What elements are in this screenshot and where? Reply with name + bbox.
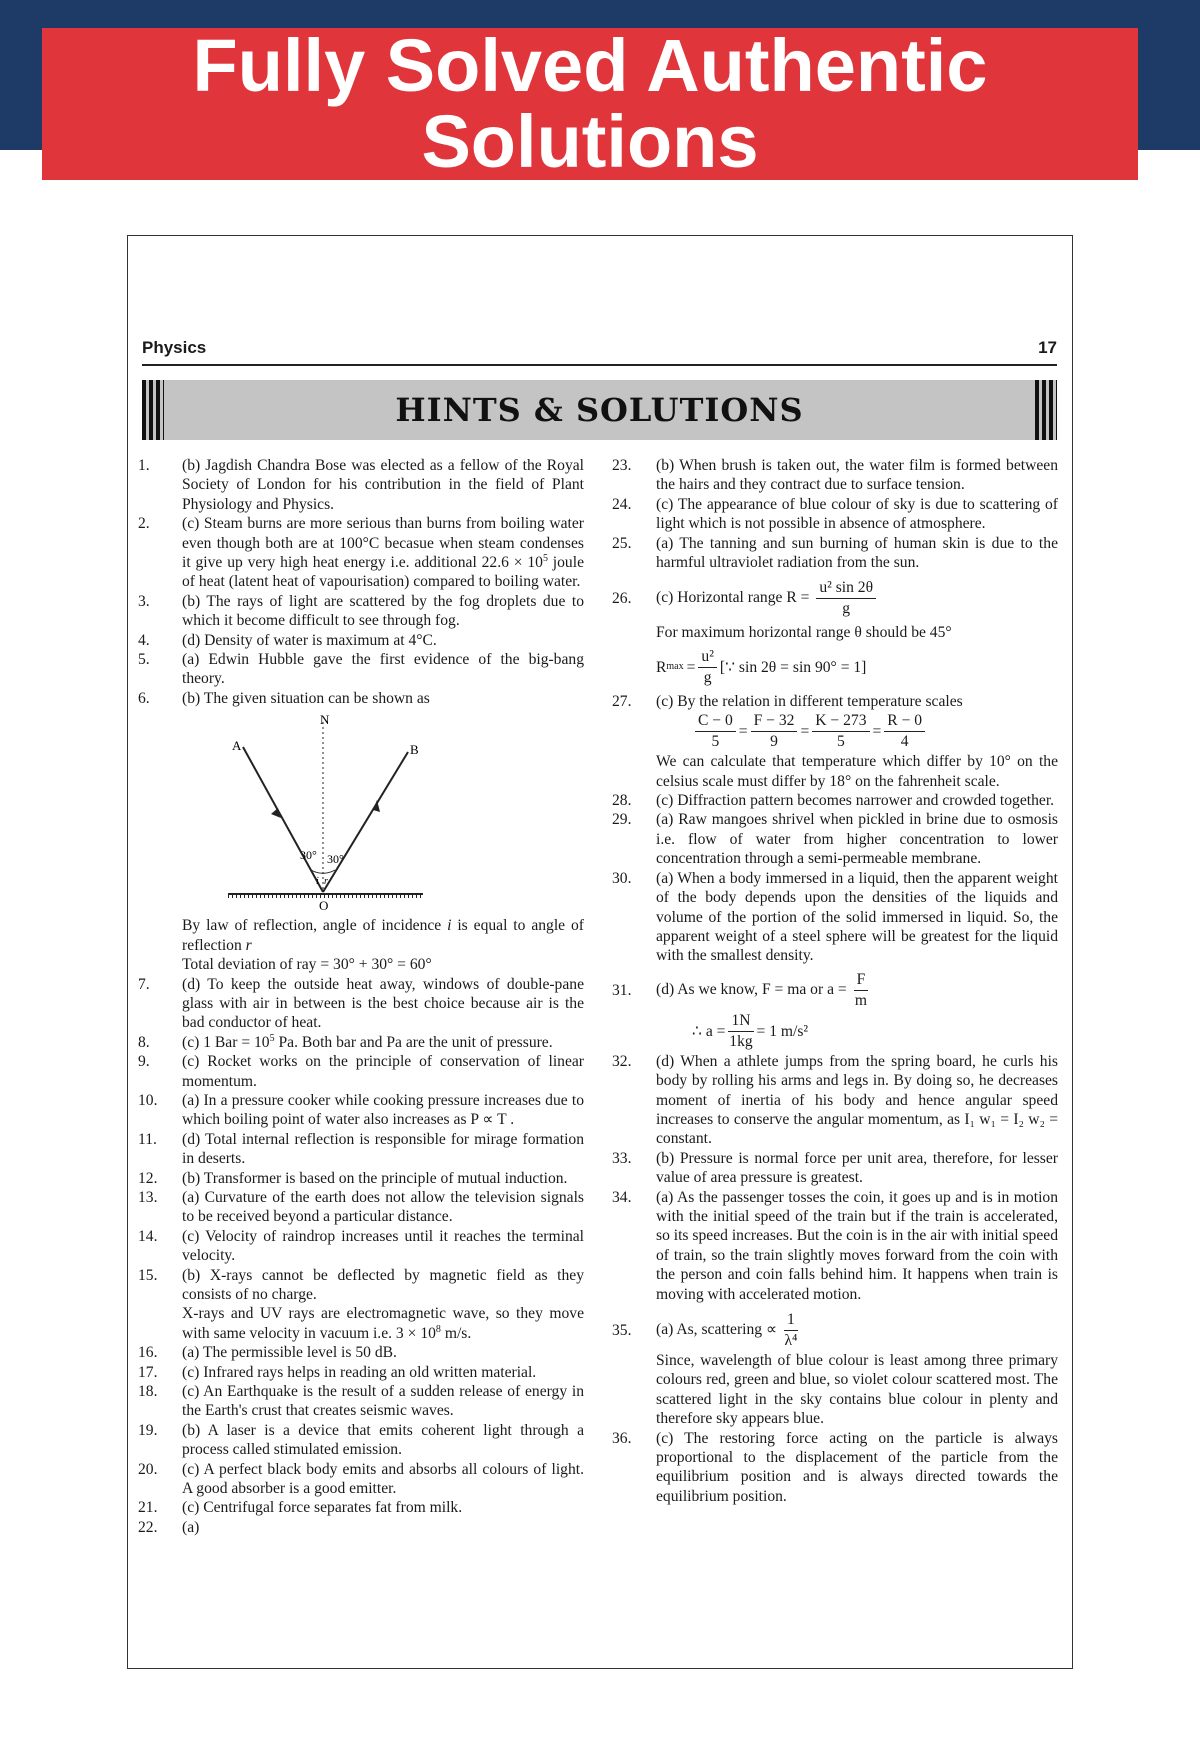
angle-left-label: 30° [300, 848, 317, 863]
right-column [612, 456, 1058, 1506]
section-heading-bar [142, 380, 1057, 440]
answer-27: 27. (c) By the relation in different temperature scales [612, 692, 963, 710]
answer-13: 13. (a) Curvature of the earth does not allow the television signals to be received beyond a particular distance. [138, 1188, 584, 1226]
answer-18: 18. (c) An Earthquake is the result of a sudden release of energy in the Earth's crust that creates seismic waves. [138, 1383, 584, 1420]
rmax-fraction: $\frac{\text{u²}}{g}$ [698, 647, 716, 688]
answer-22: 22. (a) [138, 1518, 200, 1536]
answer-23: 23. (b) When brush is taken out, the water film is formed between the hairs and they contract due to surface tension. [612, 457, 1058, 494]
label-o: O [319, 898, 329, 913]
ray-ob [323, 752, 408, 892]
answer-17: 17. (c) Infrared rays helps in reading an old written material. [138, 1363, 537, 1381]
answer-4: 4. (d) Density of water is maximum at 4°C. [138, 631, 437, 649]
arrow-head-a [271, 808, 281, 818]
answer-10: 10. (a) In a pressure cooker while cooking pressure increases due to which boiling point of water also increases as P ∝ T . [138, 1091, 584, 1129]
range-fraction: $\frac{\text{u² sin 2θ}}{g}$ [816, 578, 876, 619]
banner-title: Fully Solved Authentic Solutions [192, 24, 988, 183]
answer-5: 5. (a) Edwin Hubble gave the first evidence of the big-bang theory. [138, 651, 584, 688]
subject-label: Physics [142, 338, 207, 357]
answer-1: 1. (b) Jagdish Chandra Bose was elected as a fellow of the Royal Society of London for his contribution in the field of Plant Physiology and Physics. [138, 457, 584, 513]
answer-27-note: We can calculate that temperature which differ by 10° on the celsius scale must differ by 18° on the fahrenheit scale. [656, 753, 1058, 790]
answer-6: 6. (b) The given situation can be shown as [138, 689, 430, 707]
decorative-bars-left [142, 380, 164, 440]
answer-19: 19. (b) A laser is a device that emits coherent light through a process called stimulated emission. [138, 1421, 584, 1459]
temperature-scale-equation: $\frac{C - 0}{5}$ = $\frac{F - 32}{9}$ = $\frac{K - 273}{5}$ = $\frac{R - 0}{4}$ [612, 711, 1058, 752]
label-n: N [320, 712, 330, 728]
answer-36: 36. (c) The restoring force acting on the particle is always proportional to the displacement of the particle from the equilibrium position and is always directed towards the equilibrium position. [612, 1429, 1058, 1505]
answer-14: 14. (c) Velocity of raindrop increases until it reaches the terminal velocity. [138, 1227, 584, 1265]
answer-31-result: ∴ a = $\frac{1N}{1kg}$ = 1 m/s² [692, 1011, 809, 1050]
answer-7: 7. (d) To keep the outside heat away, windows of double-pane glass with air in between is the best choice because air is the bad conductor of heat. [138, 975, 584, 1032]
label-r: r [324, 876, 328, 888]
answer-11: 11. (d) Total internal reflection is responsible for mirage formation in deserts. [138, 1130, 584, 1168]
answer-3: 3. (b) The rays of light are scattered by the fog droplets due to which it become difficult to see through fog. [138, 592, 584, 630]
answer-35-note: Since, wavelength of blue colour is least among three primary colours red, green and blue, so violet colour scattered most. The scattered light in the sky contains blue colour in plenty and therefore sky appears blue. [656, 1352, 1058, 1428]
answer-21: 21. (c) Centrifugal force separates fat from milk. [138, 1499, 463, 1517]
answer-28: 28. (c) Diffraction pattern becomes narrower and crowded together. [612, 792, 1055, 810]
angle-right-label: 30° [327, 852, 344, 867]
decorative-bars-right [1035, 380, 1057, 440]
answer-26: 26. (c) Horizontal range R = $\frac{\text{u² sin 2θ}}{g}$ [612, 578, 1058, 619]
answer-32: 32. (d) When a athlete jumps from the spring board, he curls his body by rolling his arms and legs in. By doing so, he decreases moment of inertia of his body and hence angular speed increases to conserve the angular momentum, as I₁ w₁ = I₂ w₂ = constant. [612, 1052, 1058, 1148]
running-head [142, 338, 1057, 366]
section-title: HINTS & SOLUTIONS [395, 391, 804, 429]
left-column [138, 456, 584, 1537]
answer-34: 34. (a) As the passenger tosses the coin, it goes up and is in motion with the initial speed of the train but if the train is accelerated, so its speed increases. But the coin is in the air with initial speed of train, so the train slightly moves forward from the coin with the person and coin falls behind him. It happens when train is moving with accelerated motion. [612, 1188, 1058, 1303]
answer-26-note: For maximum horizontal range θ should be 45° [656, 624, 952, 642]
answer-15: 15. (b) X-rays cannot be deflected by magnetic field as they consists of no charge. X-rays and UV rays are electromagnetic wave, so they move with same velocity in vacuum i.e. $3 \times 10^8$ m/s. [138, 1266, 584, 1342]
answer-30: 30. (a) When a body immersed in a liquid, then the apparent weight of the body depends upon the densities of the liquids and volume of the portion of the solid immersed in liquid. So, the apparent weight of a steel sphere will be greatest for the liquid with the smallest density. [612, 869, 1058, 965]
answer-12: 12. (b) Transformer is based on the principle of mutual induction. [138, 1169, 568, 1187]
answer-25: 25. (a) The tanning and sun burning of human skin is due to the harmful ultraviolet radiation from the sun. [612, 534, 1058, 572]
answer-24: 24. (c) The appearance of blue colour of sky is due to scattering of light which is not possible in absence of atmosphere. [612, 495, 1058, 533]
title-banner [42, 24, 1138, 183]
answer-29: 29. (a) Raw mangoes shrivel when pickled in brine due to osmosis i.e. flow of water from higher concentration to lower concentration through a semi-permeable membrane. [612, 811, 1058, 868]
label-i: i [316, 876, 319, 888]
answer-9: 9. (c) Rocket works on the principle of conservation of linear momentum. [138, 1053, 584, 1090]
answer-33: 33. (b) Pressure is normal force per unit area, therefore, for lesser value of area pressure is greatest. [612, 1149, 1058, 1187]
answer-6-explanation: By law of reflection, angle of incidence i is equal to angle of reflection r Total deviation of ray = 30° + 30° = 60° [182, 917, 584, 974]
answer-8: 8. (c) 1 Bar = $10^5$ Pa. Both bar and Pa are the unit of pressure. [138, 1032, 553, 1051]
label-a: A [232, 738, 242, 754]
answer-16: 16. (a) The permissible level is 50 dB. [138, 1344, 397, 1362]
answer-35: 35. (a) As, scattering ∝ $\frac{1}{\text{λ⁴}}$ [612, 1311, 798, 1349]
answer-26-rmax: R max = $\frac{\text{u²}}{g}$ [∵ sin 2θ = sin 90° = 1] [656, 647, 867, 686]
reflection-diagram [208, 712, 438, 912]
answer-2: 2. (c) Steam burns are more serious than burns from boiling water even though both are at 100°C becasue when steam condenses it give up very high heat energy i.e. additional $22.6 \times 10^5$ joule of heat (latent heat of vapourisation) compared to boiling water. [138, 515, 584, 591]
page-number: 17 [1038, 338, 1057, 357]
label-b: B [410, 742, 419, 758]
answer-31: 31. (d) As we know, F = ma or a = $\frac{F}{m}$ [612, 970, 867, 1009]
answer-20: 20. (c) A perfect black body emits and absorbs all colours of light. A good absorber is a good emitter. [138, 1460, 584, 1498]
